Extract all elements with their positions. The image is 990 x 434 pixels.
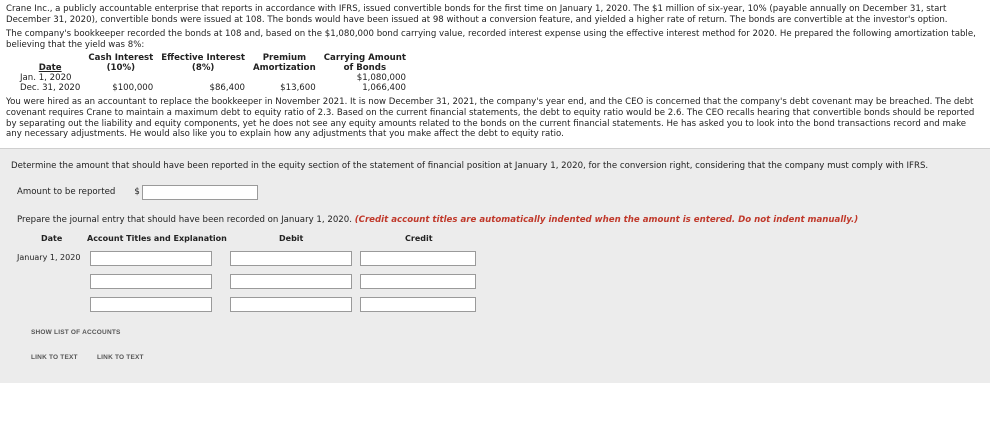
currency-symbol: $ bbox=[134, 187, 140, 198]
show-list-of-accounts-button[interactable]: SHOW LIST OF ACCOUNTS bbox=[31, 328, 121, 336]
row-carrying: 1,066,400 bbox=[362, 83, 406, 94]
amount-input[interactable] bbox=[142, 185, 258, 200]
account-title-input[interactable] bbox=[90, 251, 212, 266]
header-date: Date bbox=[38, 62, 62, 73]
question-2-note: (Credit account titles are automatically indented when the amount is entered. Do not indent manually.) bbox=[354, 214, 859, 225]
journal-entry-row bbox=[17, 297, 487, 311]
je-header-account: Account Titles and Explanation bbox=[87, 233, 227, 243]
question-panel bbox=[0, 149, 990, 383]
row-cash bbox=[84, 73, 157, 83]
question-1-text: Determine the amount that should have been reported in the equity section of the statement of financial position at January 1, 2020, for the conversion right, considering that the company must comply with IFRS. bbox=[11, 160, 929, 171]
amortization-table bbox=[16, 54, 410, 93]
account-title-input[interactable] bbox=[90, 297, 212, 312]
table-row bbox=[16, 73, 410, 83]
header-cash-interest: Cash Interest (10%) bbox=[88, 53, 154, 73]
debit-input[interactable] bbox=[230, 274, 352, 289]
journal-entry-row bbox=[17, 274, 487, 288]
link-to-text-button-2[interactable]: LINK TO TEXT bbox=[97, 353, 144, 361]
amount-row bbox=[17, 185, 258, 200]
amount-label: Amount to be reported bbox=[17, 187, 116, 198]
problem-paragraph-3: You were hired as an accountant to replace the bookkeeper in November 2021. It is now December 31, 2021, the company's year end, and the CEO is concerned that the company's debt covenant may be breached. The debt covenant requires Crane to maintain a maximum debt to equity ratio of 2.3. Based on the current financial statements, the debt to equity ratio would be 2.6. The CEO recalls hearing that convertible bonds should be reported by separating out the liability and equity components, yet he does not see any equity amounts related to the bonds on the current financial statements. He has asked you to look into the bond transactions record and make any necessary adjustments. He would also like you to explain how any adjustments that you make affect the debt to equity ratio. bbox=[6, 97, 975, 140]
debit-input[interactable] bbox=[230, 251, 352, 266]
journal-entry-row bbox=[17, 251, 487, 265]
debit-input[interactable] bbox=[230, 297, 352, 312]
je-header-debit: Debit bbox=[279, 233, 304, 243]
problem-statement bbox=[0, 0, 990, 140]
header-effective-interest: Effective Interest (8%) bbox=[161, 53, 246, 73]
problem-paragraph-2: The company's bookkeeper recorded the bonds at 108 and, based on the $1,080,000 bond carrying value, recorded interest expense using the effective interest method for 2020. He prepared the following amortization table, believing that the yield was 8%: bbox=[6, 29, 976, 50]
row-effective: $86,400 bbox=[209, 83, 246, 94]
je-header-date: Date bbox=[41, 233, 63, 243]
row-premium bbox=[249, 73, 320, 83]
link-to-text-button-1[interactable]: LINK TO TEXT bbox=[31, 353, 78, 361]
je-header-credit: Credit bbox=[405, 233, 433, 243]
header-premium-amortization: Premium Amortization bbox=[253, 53, 316, 73]
journal-entry-header bbox=[17, 234, 487, 246]
question-2-prompt: Prepare the journal entry that should have been recorded on January 1, 2020. bbox=[17, 214, 352, 225]
amortization-header-row bbox=[16, 54, 410, 73]
row-premium: $13,600 bbox=[280, 83, 316, 94]
je-row-date: January 1, 2020 bbox=[17, 252, 81, 262]
header-carrying-amount: Carrying Amount of Bonds bbox=[323, 53, 406, 73]
credit-input[interactable] bbox=[360, 274, 476, 289]
row-cash: $100,000 bbox=[112, 83, 154, 94]
problem-paragraph-1: Crane Inc., a publicly accountable enterprise that reports in accordance with IFRS, issued convertible bonds for the first time on January 1, 2020. The $1 million of six-year, 10% (payable annually on December 31, start December 31, 2020), convertible bonds were issued at 108. The bonds would have been issued at 98 without a conversion feature, and yielded a higher rate of return. The bonds are convertible at the investor's option. bbox=[6, 4, 948, 25]
row-effective bbox=[157, 73, 249, 83]
table-row bbox=[16, 83, 410, 93]
row-date: Dec. 31, 2020 bbox=[20, 83, 81, 94]
row-carrying: $1,080,000 bbox=[356, 73, 406, 84]
credit-input[interactable] bbox=[360, 297, 476, 312]
question-2-text bbox=[17, 215, 858, 225]
row-date: Jan. 1, 2020 bbox=[20, 73, 72, 84]
account-title-input[interactable] bbox=[90, 274, 212, 289]
credit-input[interactable] bbox=[360, 251, 476, 266]
